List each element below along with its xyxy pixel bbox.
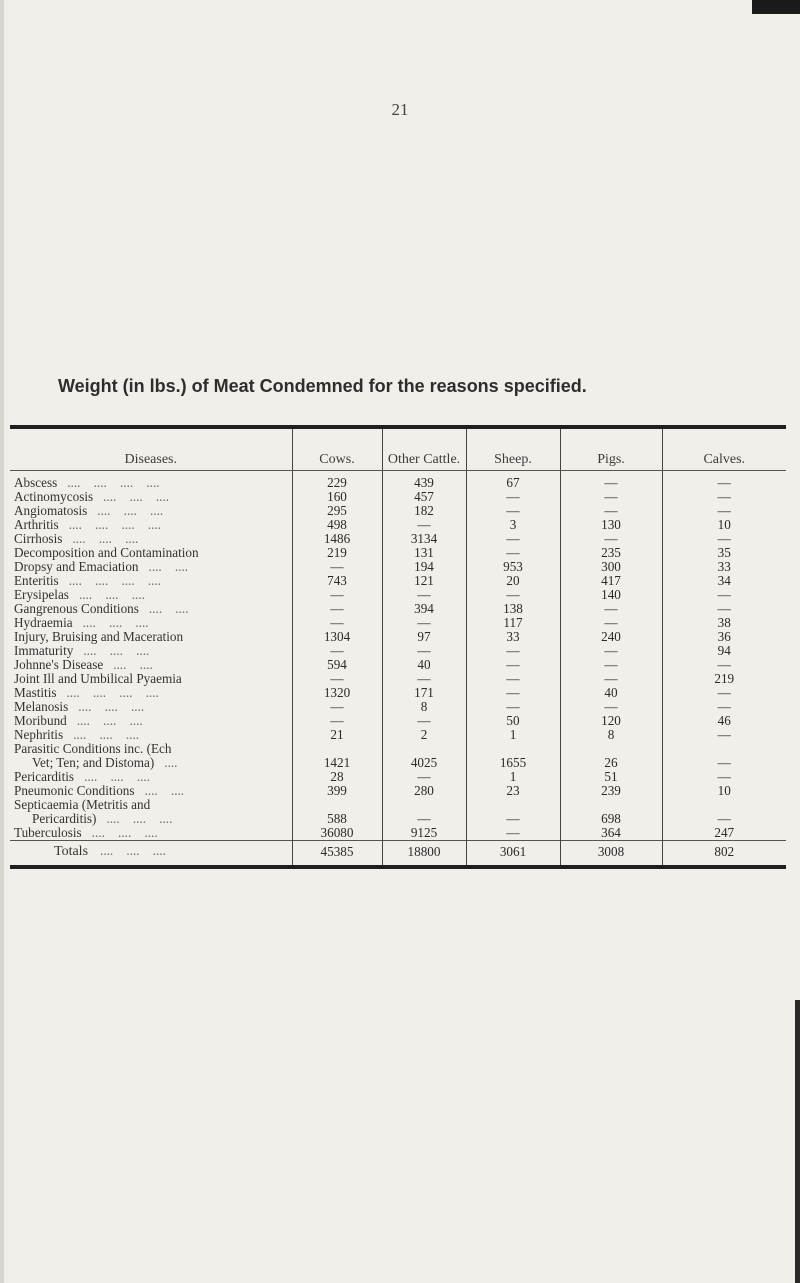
disease-cell: [10, 686, 292, 700]
disease-cell: [10, 742, 292, 770]
table-bottom-rule: [10, 865, 786, 869]
table-row: [10, 714, 786, 728]
value-cows: 498: [292, 518, 382, 532]
header-calves: Calves.: [662, 429, 786, 471]
value-cows: 1304: [292, 630, 382, 644]
page-number: 21: [391, 100, 409, 119]
value-pigs: —: [560, 616, 662, 630]
leader-dots: .... .... ....: [97, 503, 164, 518]
disease-name: Septicaemia (Metritis and: [14, 797, 151, 812]
table-row: [10, 700, 786, 714]
disease-name: Pneumonic Conditions: [14, 783, 135, 798]
disease-name: Melanosis: [14, 699, 69, 714]
leader-dots: .... .... ....: [78, 587, 145, 602]
disease-cell: [10, 714, 292, 728]
value-sheep: 1: [466, 770, 560, 784]
disease-name: Cirrhosis: [14, 531, 63, 546]
totals-cell: [10, 841, 292, 866]
value-sheep: —: [466, 658, 560, 672]
table-row: [10, 560, 786, 574]
value-other-cattle: 280: [382, 784, 466, 798]
total-pigs: 3008: [560, 841, 662, 866]
leader-dots: .... ....: [144, 783, 185, 798]
value-cows: 594: [292, 658, 382, 672]
value-pigs: —: [560, 658, 662, 672]
scan-edge-right: [795, 1000, 800, 1283]
value-pigs: 130: [560, 518, 662, 532]
disease-name: Johnne's Disease: [14, 657, 104, 672]
disease-cell: [10, 471, 292, 491]
leader-dots: .... .... .... ....: [66, 685, 159, 700]
value-cows: —: [292, 616, 382, 630]
value-pigs: 417: [560, 574, 662, 588]
value-cows: —: [292, 602, 382, 616]
value-other-cattle: 457: [382, 490, 466, 504]
value-cows: 36080: [292, 826, 382, 841]
value-sheep: 138: [466, 602, 560, 616]
value-calves: 247: [662, 826, 786, 841]
value-other-cattle: 131: [382, 546, 466, 560]
value-other-cattle: 121: [382, 574, 466, 588]
value-other-cattle: 40: [382, 658, 466, 672]
header-diseases: Diseases.: [10, 429, 292, 471]
table-row: [10, 798, 786, 826]
leader-dots: .... .... ....: [76, 713, 143, 728]
disease-name: Arthritis: [14, 517, 59, 532]
table-row: [10, 532, 786, 546]
value-cows: —: [292, 700, 382, 714]
value-cows: —: [292, 644, 382, 658]
value-sheep: —: [466, 490, 560, 504]
disease-cell: [10, 588, 292, 602]
value-sheep: —: [466, 644, 560, 658]
value-pigs: 239: [560, 784, 662, 798]
value-pigs: 140: [560, 588, 662, 602]
totals-label: Totals: [54, 844, 89, 859]
value-pigs: —: [560, 471, 662, 491]
value-calves: —: [662, 532, 786, 546]
value-sheep: 3: [466, 518, 560, 532]
value-other-cattle: 3134: [382, 532, 466, 546]
header-cows: Cows.: [292, 429, 382, 471]
disease-cell: [10, 504, 292, 518]
disease-name: Angiomatosis: [14, 503, 88, 518]
table-row: [10, 490, 786, 504]
value-other-cattle: 4025: [382, 742, 466, 770]
scan-edge-left: [0, 0, 4, 1283]
header-other-cattle: Other Cattle.: [382, 429, 466, 471]
leader-dots: .... .... .... ....: [68, 573, 161, 588]
value-sheep: 23: [466, 784, 560, 798]
table-row: [10, 742, 786, 770]
value-other-cattle: 9125: [382, 826, 466, 841]
value-cows: 219: [292, 546, 382, 560]
disease-cell: [10, 826, 292, 841]
value-other-cattle: 171: [382, 686, 466, 700]
leader-dots: .... .... .... ....: [68, 517, 162, 532]
disease-name: Mastitis: [14, 685, 57, 700]
value-cows: 295: [292, 504, 382, 518]
value-other-cattle: —: [382, 644, 466, 658]
value-calves: 35: [662, 546, 786, 560]
totals-row: [10, 841, 786, 866]
value-sheep: 1655: [466, 742, 560, 770]
value-other-cattle: —: [382, 518, 466, 532]
leader-dots: .... .... ....: [91, 825, 158, 840]
value-calves: —: [662, 742, 786, 770]
value-calves: —: [662, 798, 786, 826]
leader-dots: ....: [164, 755, 178, 770]
value-cows: 28: [292, 770, 382, 784]
value-other-cattle: 2: [382, 728, 466, 742]
disease-cell: [10, 490, 292, 504]
value-calves: 10: [662, 518, 786, 532]
value-calves: —: [662, 490, 786, 504]
table-row: [10, 826, 786, 841]
value-sheep: —: [466, 672, 560, 686]
value-calves: 33: [662, 560, 786, 574]
value-calves: —: [662, 686, 786, 700]
total-cows: 45385: [292, 841, 382, 866]
leader-dots: .... .... ....: [78, 699, 145, 714]
value-cows: 160: [292, 490, 382, 504]
total-sheep: 3061: [466, 841, 560, 866]
condemned-meat-table: [10, 425, 786, 869]
disease-cell: [10, 560, 292, 574]
disease-name: Erysipelas: [14, 587, 69, 602]
disease-cell: [10, 616, 292, 630]
table-row: [10, 784, 786, 798]
value-sheep: —: [466, 798, 560, 826]
value-other-cattle: —: [382, 714, 466, 728]
value-other-cattle: —: [382, 588, 466, 602]
table-title: Weight (in lbs.) of Meat Condemned for the reasons specified.: [58, 376, 587, 396]
value-cows: 1421: [292, 742, 382, 770]
value-pigs: —: [560, 644, 662, 658]
value-cows: —: [292, 714, 382, 728]
value-calves: —: [662, 658, 786, 672]
disease-name: Dropsy and Emaciation: [14, 559, 139, 574]
disease-cell: [10, 602, 292, 616]
value-sheep: —: [466, 504, 560, 518]
value-other-cattle: 182: [382, 504, 466, 518]
value-calves: 36: [662, 630, 786, 644]
leader-dots: .... .... ....: [84, 769, 150, 784]
value-pigs: —: [560, 700, 662, 714]
value-pigs: 26: [560, 742, 662, 770]
value-pigs: —: [560, 602, 662, 616]
table-row: [10, 686, 786, 700]
disease-cell: [10, 532, 292, 546]
table-row: [10, 770, 786, 784]
value-sheep: 117: [466, 616, 560, 630]
disease-name: Pericarditis: [14, 769, 75, 784]
disease-cell: [10, 644, 292, 658]
table-row: [10, 728, 786, 742]
value-sheep: 33: [466, 630, 560, 644]
value-pigs: —: [560, 672, 662, 686]
value-sheep: 20: [466, 574, 560, 588]
value-other-cattle: 97: [382, 630, 466, 644]
value-sheep: 953: [466, 560, 560, 574]
leader-dots: .... .... ....: [73, 727, 140, 742]
value-pigs: 51: [560, 770, 662, 784]
table-row: [10, 546, 786, 560]
value-cows: 588: [292, 798, 382, 826]
value-calves: —: [662, 602, 786, 616]
leader-dots: .... ....: [148, 601, 189, 616]
value-calves: —: [662, 588, 786, 602]
leader-dots: .... .... .... ....: [67, 475, 160, 490]
value-cows: 229: [292, 471, 382, 491]
value-pigs: 235: [560, 546, 662, 560]
table-body: [10, 471, 786, 866]
value-cows: 1486: [292, 532, 382, 546]
value-sheep: —: [466, 588, 560, 602]
disease-cell: [10, 700, 292, 714]
disease-cell: [10, 728, 292, 742]
header-pigs: Pigs.: [560, 429, 662, 471]
table-row: [10, 616, 786, 630]
value-pigs: 240: [560, 630, 662, 644]
value-cows: —: [292, 672, 382, 686]
value-pigs: 120: [560, 714, 662, 728]
value-other-cattle: —: [382, 770, 466, 784]
value-other-cattle: 194: [382, 560, 466, 574]
table-row: [10, 602, 786, 616]
table-row: [10, 504, 786, 518]
table-row: [10, 588, 786, 602]
value-calves: 38: [662, 616, 786, 630]
disease-cell: [10, 574, 292, 588]
value-other-cattle: —: [382, 798, 466, 826]
disease-name: Hydraemia: [14, 615, 73, 630]
table-row: [10, 644, 786, 658]
disease-name: Joint Ill and Umbilical Pyaemia: [14, 671, 182, 686]
disease-cell: [10, 546, 292, 560]
disease-name: Injury, Bruising and Maceration: [14, 629, 184, 644]
value-cows: —: [292, 588, 382, 602]
header-sheep: Sheep.: [466, 429, 560, 471]
value-cows: 399: [292, 784, 382, 798]
value-calves: —: [662, 770, 786, 784]
disease-name: Actinomycosis: [14, 489, 94, 504]
value-calves: —: [662, 504, 786, 518]
value-pigs: 698: [560, 798, 662, 826]
disease-cell: [10, 770, 292, 784]
value-calves: —: [662, 700, 786, 714]
disease-name: Parasitic Conditions inc. (Ech: [14, 741, 172, 756]
value-sheep: —: [466, 532, 560, 546]
total-calves: 802: [662, 841, 786, 866]
table-row: [10, 471, 786, 491]
value-calves: 10: [662, 784, 786, 798]
value-pigs: 40: [560, 686, 662, 700]
disease-name: Vet; Ten; and Distoma): [32, 755, 155, 770]
table-row: [10, 630, 786, 644]
disease-name: Enteritis: [14, 573, 59, 588]
disease-name: Moribund: [14, 713, 67, 728]
leader-dots: .... ....: [113, 657, 153, 672]
disease-cell: [10, 798, 292, 826]
disease-cell: [10, 630, 292, 644]
disease-cell: [10, 658, 292, 672]
table-row: [10, 672, 786, 686]
value-pigs: —: [560, 490, 662, 504]
table-row: [10, 518, 786, 532]
value-other-cattle: 8: [382, 700, 466, 714]
table-row: [10, 574, 786, 588]
leader-dots: .... ....: [148, 559, 189, 574]
value-pigs: —: [560, 504, 662, 518]
value-sheep: 1: [466, 728, 560, 742]
header-row: [10, 429, 786, 471]
value-calves: 94: [662, 644, 786, 658]
value-pigs: 8: [560, 728, 662, 742]
value-calves: 34: [662, 574, 786, 588]
value-other-cattle: 394: [382, 602, 466, 616]
leader-dots: .... .... ....: [82, 615, 149, 630]
value-cows: 743: [292, 574, 382, 588]
value-other-cattle: —: [382, 616, 466, 630]
disease-name: Gangrenous Conditions: [14, 601, 139, 616]
value-sheep: —: [466, 546, 560, 560]
disease-cell: [10, 784, 292, 798]
value-calves: —: [662, 728, 786, 742]
disease-cell: [10, 518, 292, 532]
value-sheep: 50: [466, 714, 560, 728]
value-sheep: —: [466, 686, 560, 700]
value-pigs: 300: [560, 560, 662, 574]
disease-name: Nephritis: [14, 727, 64, 742]
value-cows: 1320: [292, 686, 382, 700]
value-calves: —: [662, 471, 786, 491]
value-calves: 219: [662, 672, 786, 686]
value-sheep: 67: [466, 471, 560, 491]
value-cows: 21: [292, 728, 382, 742]
total-other-cattle: 18800: [382, 841, 466, 866]
value-sheep: —: [466, 826, 560, 841]
table-row: [10, 658, 786, 672]
leader-dots: .... .... ....: [72, 531, 139, 546]
disease-name: Immaturity: [14, 643, 74, 658]
disease-name: Decomposition and Contamination: [14, 545, 199, 560]
value-other-cattle: —: [382, 672, 466, 686]
leader-dots: .... .... ....: [103, 489, 170, 504]
scan-edge-top-right: [752, 0, 800, 14]
disease-name: Tuberculosis: [14, 825, 82, 840]
value-calves: 46: [662, 714, 786, 728]
leader-dots: .... .... ....: [106, 811, 173, 826]
value-pigs: 364: [560, 826, 662, 841]
value-sheep: —: [466, 700, 560, 714]
value-cows: —: [292, 560, 382, 574]
disease-cell: [10, 672, 292, 686]
disease-name: Abscess: [14, 475, 58, 490]
leader-dots: .... .... ....: [100, 843, 166, 858]
leader-dots: .... .... ....: [83, 643, 150, 658]
value-other-cattle: 439: [382, 471, 466, 491]
disease-name: Pericarditis): [32, 811, 97, 826]
value-pigs: —: [560, 532, 662, 546]
